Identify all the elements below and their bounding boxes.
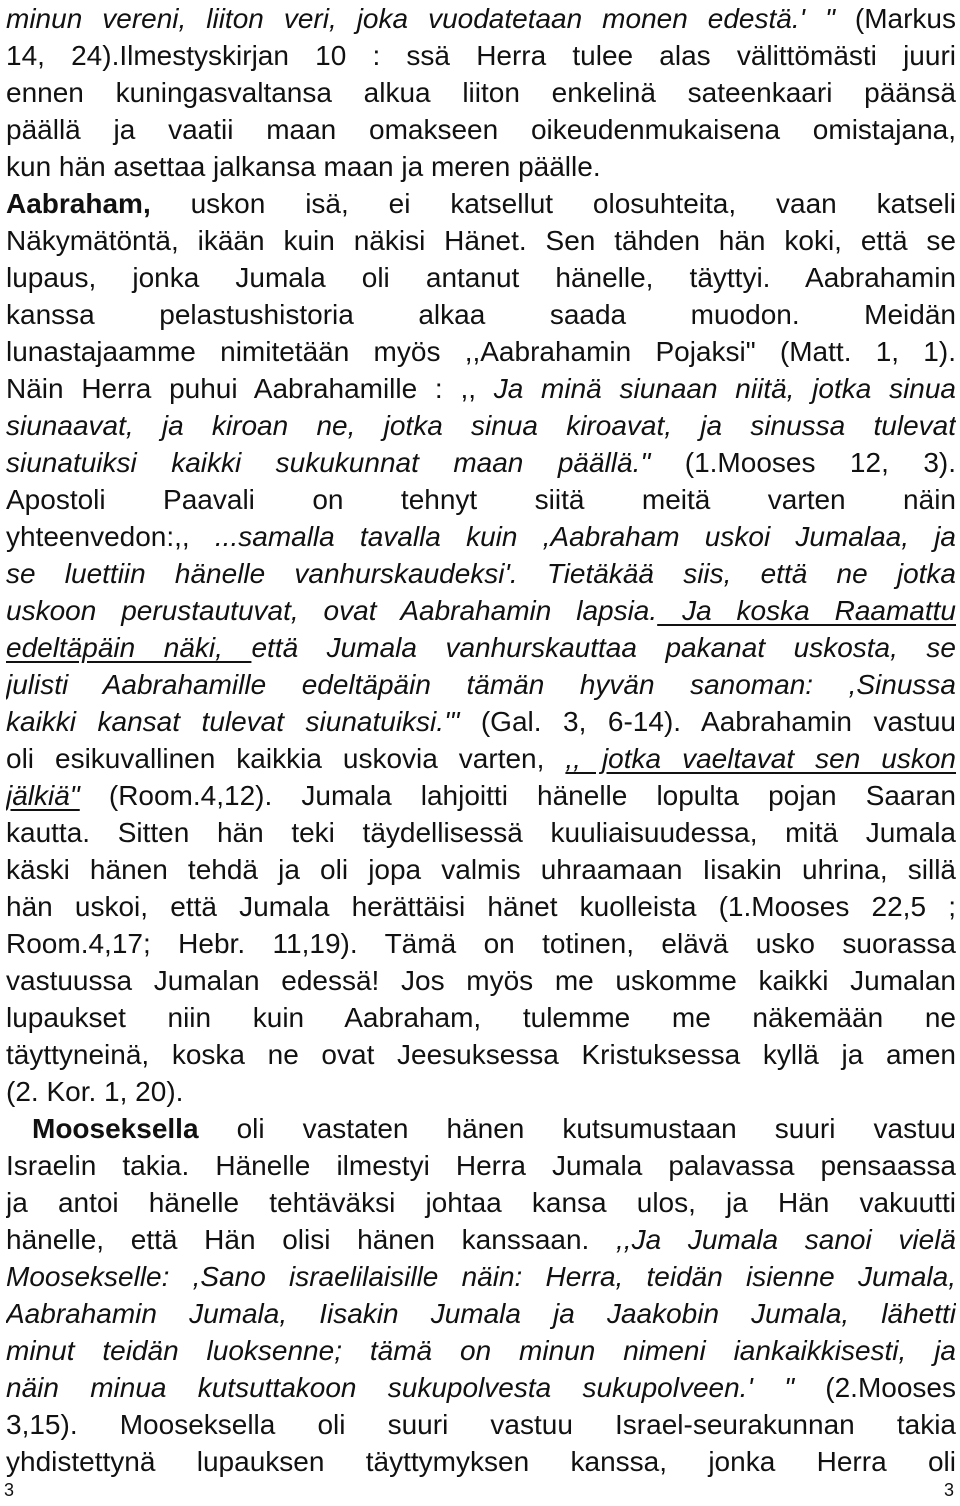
text-span: Israelin takia. Hänelle ilmestyi Herra Jumala palavassa pensaassa: [6, 1150, 956, 1181]
text-span: Ja minä siunaan niitä, jotka sinua: [493, 373, 956, 404]
text-span: minut teidän luoksenne; tämä on minun nimeni iankaikkisesti, ja: [6, 1335, 956, 1366]
text-line: [6, 444, 956, 481]
text-line: [6, 555, 956, 592]
text-line: [6, 1184, 956, 1221]
text-span: Moosekselle: ,Sano israelilaisille näin: Herra, teidän isienne Jumala,: [6, 1261, 956, 1292]
text-line: [6, 740, 956, 777]
text-span: lunastajaamme nimitetään myös ,,Aabrahamin Pojaksi" (Matt. 1, 1).: [6, 336, 956, 367]
text-line: [6, 185, 956, 222]
text-span: Mooseksella: [32, 1113, 199, 1144]
text-line: [6, 1073, 956, 1110]
text-line: [6, 1369, 956, 1406]
text-span: kaikki kansat tulevat siunatuiksi.'": [6, 706, 460, 737]
text-span: hänelle, että Hän olisi hänen kanssaan.: [6, 1224, 617, 1255]
text-span: siunaavat, ja kiroan ne, jotka sinua kiroavat, ja sinussa tulevat: [6, 410, 956, 441]
text-span: Ja koska Raamattu: [657, 595, 956, 626]
text-span: uskon isä, ei katsellut olosuhteita, vaan katseli: [150, 188, 956, 219]
text-span: ,,Ja Jumala sanoi vielä: [616, 1224, 956, 1255]
text-span: oli vastaten hänen kutsumustaan suuri vastuu: [198, 1113, 956, 1144]
text-line: [6, 407, 956, 444]
text-span: Aabrahamin Jumala, Iisakin Jumala ja Jaakobin Jumala, lähetti: [6, 1298, 956, 1329]
document-body: [6, 0, 956, 1480]
text-line: [6, 1295, 956, 1332]
text-span: (2.Mooses: [794, 1372, 956, 1403]
text-line: [6, 0, 956, 37]
text-span: ja antoi hänelle tehtäväksi johtaa kansa ulos, ja Hän vakuutti: [6, 1187, 956, 1218]
text-line: [6, 1258, 956, 1295]
text-line: [6, 37, 956, 74]
text-span: Aabraham,: [6, 188, 151, 219]
text-line: [6, 1147, 956, 1184]
text-span: Room.4,17; Hebr. 11,19). Tämä on totinen, elävä usko suorassa: [6, 928, 956, 959]
text-span: oli esikuvallinen kaikkia uskovia varten,: [6, 743, 566, 774]
text-span: ennen kuningasvaltansa alkua liiton enkelinä sateenkaari päänsä: [6, 77, 956, 108]
text-span: yhdistettynä lupauksen täyttymyksen kanssa, jonka Herra oli: [6, 1446, 956, 1477]
text-line: [6, 1221, 956, 1258]
text-line: [6, 888, 956, 925]
text-span: siunatuiksi kaikki sukukunnat maan päällä.": [6, 447, 651, 478]
text-line: [6, 1406, 956, 1443]
text-span: (Gal. 3, 6-14). Aabrahamin vastuu: [459, 706, 956, 737]
text-line: [6, 222, 956, 259]
text-span: lupaus, jonka Jumala oli antanut hänelle, täyttyi. Aabrahamin: [6, 262, 956, 293]
text-span: (Room.4,12). Jumala lahjoitti hänelle lopulta pojan Saaran: [79, 780, 956, 811]
text-line: [6, 777, 956, 814]
text-span: (2. Kor. 1, 20).: [6, 1076, 184, 1107]
text-line: [6, 74, 956, 111]
text-line: [6, 1036, 956, 1073]
text-line: [6, 1332, 956, 1369]
text-span: Apostoli Paavali on tehnyt siitä meitä varten näin: [6, 484, 956, 515]
text-line: [6, 148, 956, 185]
text-span: julisti Aabrahamille edeltäpäin tämän hyvän sanoman: ,Sinussa: [6, 669, 956, 700]
text-line: [6, 962, 956, 999]
text-line: [6, 1443, 956, 1480]
text-span: 14, 24).Ilmestyskirjan 10 : ssä Herra tulee alas välittömästi juuri: [6, 40, 956, 71]
text-span: (1.Mooses 12, 3).: [650, 447, 956, 478]
text-line: [6, 703, 956, 740]
text-span: uskoon perustautuvat, ovat Aabrahamin lapsia.: [6, 595, 658, 626]
text-span: käski hänen tehdä ja oli jopa valmis uhraamaan Iisakin uhrina, sillä: [6, 854, 956, 885]
text-span: 3,15). Mooseksella oli suuri vastuu Israel-seurakunnan takia: [6, 1409, 956, 1440]
text-span: kun hän asettaa jalkansa maan ja meren päälle.: [6, 151, 601, 182]
text-line: [6, 481, 956, 518]
text-line: [6, 259, 956, 296]
text-span: ,, jotka vaeltavat sen uskon: [565, 743, 956, 774]
text-span: täyttyneinä, koska ne ovat Jeesuksessa Kristuksessa kyllä ja amen: [6, 1039, 956, 1070]
text-span: että Jumala vanhurskauttaa pakanat uskosta, se: [251, 632, 956, 663]
text-line: [6, 666, 956, 703]
page-number-left: 3: [4, 1480, 15, 1500]
text-span: kautta. Sitten hän teki täydellisessä kuuliaisuudessa, mitä Jumala: [6, 817, 956, 848]
text-span: edeltäpäin näki,: [6, 632, 252, 663]
text-span: lupaukset niin kuin Aabraham, tulemme me näkemään ne: [6, 1002, 956, 1033]
text-line: [6, 851, 956, 888]
text-line: [6, 370, 956, 407]
text-span: näin minua kutsuttakoon sukupolvesta sukupolveen.' ": [6, 1372, 795, 1403]
text-span: hän uskoi, että Jumala herättäisi hänet kuolleista (1.Mooses 22,5 ;: [6, 891, 956, 922]
text-span: kanssa pelastushistoria alkaa saada muodon. Meidän: [6, 299, 956, 330]
page-number-right: 3: [943, 1480, 954, 1500]
text-span: jälkiä": [6, 780, 80, 811]
text-line: [6, 999, 956, 1036]
text-line: [6, 629, 956, 666]
text-span: vastuussa Jumalan edessä! Jos myös me uskomme kaikki Jumalan: [6, 965, 956, 996]
text-span: se luettiin hänelle vanhurskaudeksi'. Tietäkää siis, että ne jotka: [6, 558, 956, 589]
text-span: minun vereni, liiton veri, joka vuodatetaan monen edestä.' ": [6, 3, 855, 34]
text-line: [6, 925, 956, 962]
text-span: Näin Herra puhui Aabrahamille : ,,: [6, 373, 494, 404]
text-span: Näkymätöntä, ikään kuin näkisi Hänet. Sen tähden hän koki, että se: [6, 225, 956, 256]
text-span: päällä ja vaatii maan omakseen oikeudenmukaisena omistajana,: [6, 114, 956, 145]
text-line: [6, 111, 956, 148]
text-span: ...samalla tavalla kuin ,Aabraham uskoi Jumalaa, ja: [214, 521, 956, 552]
text-line: [6, 296, 956, 333]
text-span: yhteenvedon:,,: [6, 521, 215, 552]
text-line: [6, 518, 956, 555]
text-span: (Markus: [854, 3, 956, 34]
text-line: [6, 1110, 956, 1147]
text-line: [6, 592, 956, 629]
text-line: [6, 333, 956, 370]
text-line: [6, 814, 956, 851]
